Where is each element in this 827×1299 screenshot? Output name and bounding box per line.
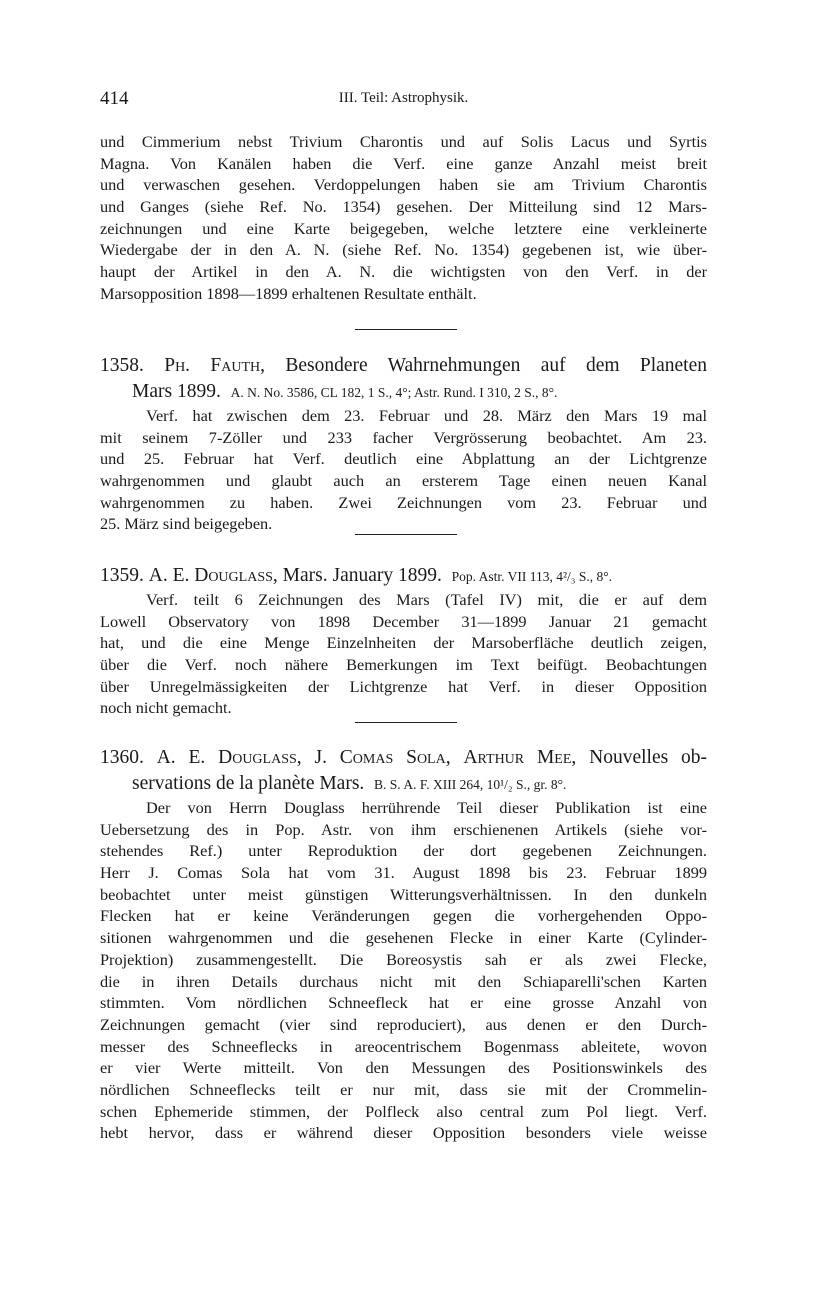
text-line: sitionen wahrgenommen und die gesehenen Flecke in einer Karte (Cylinder- bbox=[100, 928, 707, 948]
entry-heading bbox=[100, 745, 707, 771]
text-line: beobachtet unter meist günstigen Witterungsverhältnissen. In den dunkeln bbox=[100, 884, 707, 904]
text-line: stimmten. Vom nördlichen Schneefleck hat er eine grosse Anzahl von bbox=[100, 993, 707, 1013]
entry-source: B. S. A. F. XIII 264, 10¹/₂ S., gr. 8°. bbox=[374, 777, 567, 792]
text-line: und verwaschen gesehen. Verdoppelungen haben sie am Trivium Charontis bbox=[100, 175, 707, 195]
entry-author: A. E. Douglass, bbox=[156, 747, 302, 768]
entry-title: Besondere Wahrnehmungen auf dem Planeten bbox=[285, 355, 707, 376]
page-header bbox=[100, 88, 707, 112]
text-line: messer des Schneeflecks in areocentrischem Bogenmass ableitete, wovon bbox=[100, 1036, 707, 1056]
entry-number: 1360. bbox=[100, 747, 144, 768]
text-line: Lowell Observatory von 1898 December 31—1899 Januar 21 gemacht bbox=[100, 611, 707, 631]
text-line: stehendes Ref.) unter Reproduktion der dort gegebenen Zeichnungen. bbox=[100, 841, 707, 861]
entry-1358 bbox=[100, 353, 707, 535]
text-line: Der von Herrn Douglass herrührende Teil dieser Publikation ist eine bbox=[146, 798, 707, 817]
section-divider bbox=[355, 534, 457, 535]
text-line: noch nicht gemacht. bbox=[100, 698, 232, 718]
text-line: schen Ephemeride stimmen, der Polfleck also central zum Pol liegt. Verf. bbox=[100, 1101, 707, 1121]
text-line: nördlichen Schneeflecks teilt er nur mit, dass sie mit der Crommelin- bbox=[100, 1079, 707, 1099]
text-line: und 25. Februar hat Verf. deutlich eine Abplattung an der Lichtgrenze bbox=[100, 449, 707, 469]
entry-author: Ph. Fauth, bbox=[164, 355, 265, 376]
text-line: Verf. teilt 6 Zeichnungen des Mars (Tafel IV) mit, die er auf dem bbox=[146, 590, 707, 609]
text-line: hat, und die eine Menge Einzelnheiten der Marsoberfläche deutlich zeigen, bbox=[100, 633, 707, 653]
text-line: Uebersetzung des in Pop. Astr. von ihm erschienenen Artikels (siehe vor- bbox=[100, 819, 707, 839]
text-line: die in ihren Details durchaus nicht mit den Schiaparelli'schen Karten bbox=[100, 971, 707, 991]
entry-heading bbox=[100, 563, 707, 589]
entry-1360 bbox=[100, 745, 707, 1144]
text-line: mit seinem 7-Zöller und 233 facher Vergrösserung beobachtet. Am 23. bbox=[100, 427, 707, 447]
text-line: Verf. hat zwischen dem 23. Februar und 28. März den Mars 19 mal bbox=[146, 406, 707, 425]
text-line: Marsopposition 1898—1899 erhaltenen Resultate enthält. bbox=[100, 283, 477, 303]
entry-heading-cont bbox=[100, 379, 707, 405]
entry-title-cont: servations de la planète Mars. bbox=[132, 773, 365, 794]
continuation-paragraph bbox=[100, 131, 707, 305]
entry-author: Arthur Mee, bbox=[463, 747, 577, 768]
text-line: Magna. Von Kanälen haben die Verf. eine ganze Anzahl meist breit bbox=[100, 153, 707, 173]
text-line: Flecken hat er keine Veränderungen gegen die vorhergehenden Oppo- bbox=[100, 906, 707, 926]
entry-number: 1358. bbox=[100, 355, 144, 376]
text-line: und Cimmerium nebst Trivium Charontis und auf Solis Lacus und Syrtis bbox=[100, 132, 707, 151]
entry-source: Pop. Astr. VII 113, 4²/₃ S., 8°. bbox=[451, 569, 613, 584]
text-line: über die Verf. noch nähere Bemerkungen im Text beifügt. Beobachtungen bbox=[100, 655, 707, 675]
section-divider bbox=[355, 329, 457, 330]
entry-author: A. E. Douglass, bbox=[148, 565, 278, 586]
text-line: haupt der Artikel in den A. N. die wichtigsten von den Verf. in der bbox=[100, 262, 707, 282]
text-line: hebt hervor, dass er während dieser Opposition besonders viele weisse bbox=[100, 1123, 707, 1143]
entry-title: Nouvelles ob- bbox=[589, 747, 708, 768]
text-line: Projektion) zusammengestellt. Die Boreosystis sah er als zwei Flecke, bbox=[100, 949, 707, 969]
page-number: 414 bbox=[100, 88, 129, 109]
entry-source: A. N. No. 3586, CL 182, 1 S., 4°; Astr. Rund. I 310, 2 S., 8°. bbox=[230, 385, 558, 400]
text-line: über Unregelmässigkeiten der Lichtgrenze hat Verf. in dieser Opposition bbox=[100, 676, 707, 696]
entry-author: J. Comas Sola, bbox=[314, 747, 451, 768]
running-title: III. Teil: Astrophysik. bbox=[338, 90, 469, 106]
text-line: und Ganges (siehe Ref. No. 1354) gesehen. Der Mitteilung sind 12 Mars- bbox=[100, 197, 707, 217]
entry-heading bbox=[100, 353, 707, 379]
text-line: 25. März sind beigegeben. bbox=[100, 514, 273, 534]
text-line: er vier Werte mitteilt. Von den Messungen des Positionswinkels des bbox=[100, 1058, 707, 1078]
entry-title-cont: Mars 1899. bbox=[132, 381, 221, 402]
entry-1359 bbox=[100, 563, 707, 719]
text-line: Herr J. Comas Sola hat vom 31. August 1898 bis 23. Februar 1899 bbox=[100, 863, 707, 883]
section-divider bbox=[355, 722, 457, 723]
text-line: Wiedergabe der in den A. N. (siehe Ref. No. 1354) gegebenen ist, wie über- bbox=[100, 240, 707, 260]
entry-number: 1359. bbox=[100, 565, 144, 586]
entry-title: Mars. January 1899. bbox=[282, 565, 442, 586]
entry-heading-cont bbox=[100, 771, 707, 797]
text-line: Zeichnungen gemacht (vier sind reproduciert), aus denen er den Durch- bbox=[100, 1014, 707, 1034]
text-line: wahrgenommen zu haben. Zwei Zeichnungen vom 23. Februar und bbox=[100, 492, 707, 512]
text-line: wahrgenommen und glaubt auch an ersterem Tage einen neuen Kanal bbox=[100, 471, 707, 491]
text-line: zeichnungen und eine Karte beigegeben, welche letztere eine verkleinerte bbox=[100, 218, 707, 238]
